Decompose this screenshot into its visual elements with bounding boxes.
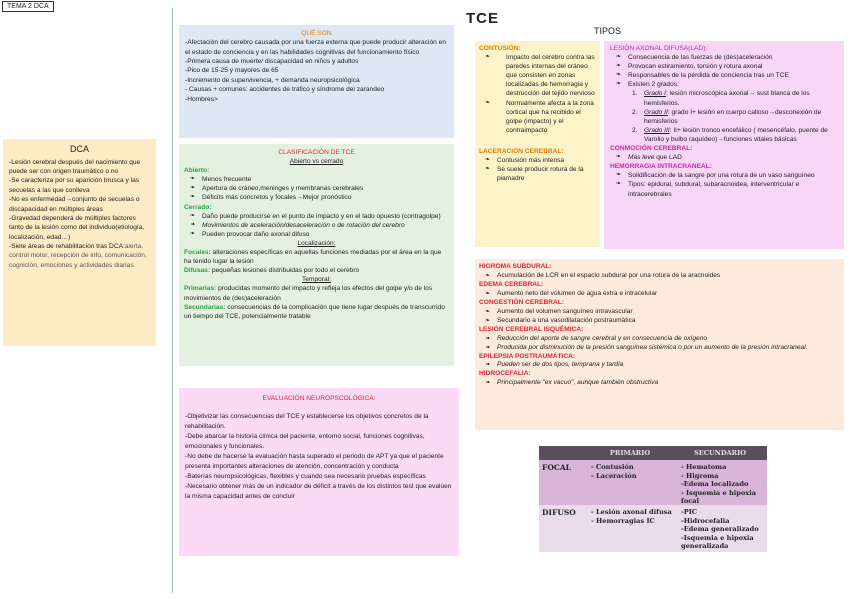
queson-line: -Hombres> xyxy=(185,95,218,103)
bullet-item: ❧ Contusión más intensa xyxy=(479,156,596,165)
table-header-row xyxy=(539,446,767,460)
topic-tag: TEMA 2 DCA xyxy=(2,1,54,12)
conmocion-title: CONMOCIÓN CEREBRAL: xyxy=(610,145,693,153)
dca-line: -Gravedad dependerá de múltiples factores tanto de la lesión como del individuo(etiología, localización, edad…) xyxy=(9,214,145,241)
bullet-item: ❧ Existen 2 grados: xyxy=(610,80,838,89)
hemorragia-title: HEMORRAGIA INTRACRANEAL: xyxy=(610,163,712,171)
dca-areas: alerta, control motor, recepción de info, comunicación, cognición, emociones y actividades diarias xyxy=(9,243,147,269)
section-title: LESIÓN CEREBRAL ISQUÉMICA: xyxy=(479,325,584,333)
focales-line: Focales: alteraciones específicas en aquellas funciones mediadas por el área en la que ha tenido lugar la lesión xyxy=(184,249,442,266)
bullet-item: ❧ Se suele producir rotura de la piamadre xyxy=(479,165,596,183)
eval-title: EVALUACIÓN NEUROPSCOLÓGICA: xyxy=(262,395,376,402)
bullet-item: ❧ Secundario a una vasodilatación postraumática xyxy=(479,317,840,326)
bullet-item: ❧ Pueden provocar daño axonal difuso xyxy=(184,230,449,239)
section-title: EDEMA CEREBRAL: xyxy=(479,280,544,288)
difusas-line: Difusas: pequeñas lesiones distribuidas por todo el cerebro xyxy=(184,267,360,275)
lad-title: LESIÓN AXONAL DIFUSA(LAD): xyxy=(610,45,708,52)
table-row: DIFUSO - Lesión axonal difusa - Hemorragias IC -PIC -Hidrocefalia -Edema generalizado -Isquemia e hipoxia generalizada xyxy=(539,505,767,552)
queson-line: -Primera causa de muerte/ discapacidad en niños y adultos xyxy=(185,58,359,66)
tce-title: TCE xyxy=(466,10,499,27)
bullet-item: ❧ Producida por disminución de la presión sanguínea sistémica o por un aumento de la presión intracraneal. xyxy=(479,344,840,353)
tipos-title: TIPOS xyxy=(594,26,622,36)
bullet-item: ❧ Movimientos de aceleración/desaceleración o de rotación del cerebro xyxy=(184,221,449,230)
temporal-label: Temporal: xyxy=(302,276,331,284)
bullet-item: ❧ Tipos: epidural, subdural, subaracnoidea, interventricular e intracerebrales xyxy=(610,180,838,198)
clasif-subtitle: Abierto vs cerrado xyxy=(289,158,344,166)
bullet-item: ❧ Aumento del volumen sanguíneo intravascular xyxy=(479,308,840,317)
bullet-item: ❧ Consecuencia de las fuerzas de (des)aceleración xyxy=(610,53,838,62)
bullet-item: ❧ Impacto del cerebro contra las paredes internas del cráneo que consisten en zonas localizadas de hemorragia y destrucción del tejido nervioso xyxy=(479,53,596,98)
bullet-item: ❧ Reducción del aporte de sangre cerebral y en consecuencia de oxígeno xyxy=(479,335,840,344)
abierto-label: Abierto: xyxy=(184,167,210,175)
queson-line: -Incremento de supervivencia, + demanda neuropsicológica xyxy=(185,76,360,84)
clasificacion-box xyxy=(179,144,454,366)
section-title: EPILEPSIA POSTRAUMÁTICA: xyxy=(479,352,576,360)
bullet-item: ❧ Menos frecuente xyxy=(184,175,449,184)
bullet-item: ❧ Solidificación de la sangre por una rotura de un vaso sanguíneo xyxy=(610,171,838,180)
clasif-title: CLASIFICACIÓN DE TCE xyxy=(278,149,355,156)
lad-box xyxy=(604,41,844,249)
localizacion-label: Localización: xyxy=(297,239,336,247)
bullet-item: ❧ Principalmente "ex vacuo", aunque también obstructiva xyxy=(479,379,840,388)
bullet-item: ❧ Aumento neto del volumen de agua extra e intracelular xyxy=(479,290,840,299)
contusion-box xyxy=(475,41,600,247)
section-title: HIGROMA SUBDURAL: xyxy=(479,263,552,270)
queson-line: -Afectación del cerebro causada por una fuerza externa que puede producir alteración en el estado de conciencia y en las habilidades cognitivas del funcionamiento físico xyxy=(185,39,446,56)
grade-item: 1. Grado I: lesión microscópica axonal→ sust blanca de los hemisferios. xyxy=(632,90,810,107)
dca-line: -Siete áreas de rehabilitación tras DCA:alerta, control motor, recepción de info, comunicación, cognición, emociones y actividades diarias xyxy=(9,243,147,269)
table-row: FOCAL - Contusión - Laceración - Hematoma - Higroma -Edema localizado - Isquemia e hipoxia focal xyxy=(539,460,767,505)
col-primario: PRIMARIO xyxy=(609,449,651,457)
secundarias-line: Secundarias: consecuencias de la complicación que tiene lugar después de transcurrido un tiempo del TCE, potencialmente tratable xyxy=(184,303,445,320)
secundarias-box xyxy=(475,259,844,430)
eval-line: -Objetivizar las consecuencias del TCE y establecerse los objetivos concretos de la rehabilitación. xyxy=(185,413,429,431)
bullet-item: ❧ Déficits más concretos y focales→Mejor pronóstico xyxy=(184,193,449,202)
contusion-title: CONTUSIÓN: xyxy=(479,45,521,52)
eval-line: -No debe de hacerse la evaluación hasta superado el periodo de APT ya que el paciente presenta importantes alteraciones de atención, concentración y conducta xyxy=(185,453,444,471)
divider-line xyxy=(172,8,173,593)
primarias-line: Primarias: producidas momento del impacto y refleja los efectos del golpe y/o de los movimientos de (des)aceleración xyxy=(184,285,433,302)
eval-line: -Debe abarcar la historia clínica del paciente, entorno social, funciones cognitivas, emocionales y funcionales. xyxy=(185,433,425,451)
summary-table xyxy=(539,446,767,552)
evaluacion-box xyxy=(179,388,459,556)
grade-item: 2. Grado II: grado I+ lesión en cuerpo calloso→desconexión de hemisferios xyxy=(632,108,822,125)
col-secundario: SECUNDARIO xyxy=(694,449,746,457)
queson-title: QUÉ SON xyxy=(301,30,332,37)
dca-line: -Se caracteriza por su aparición brusca y las secuelas a las que conlleva xyxy=(9,177,140,194)
bullet-item: ❧ Acumulación de LCR en el espacio subdural por una rotura de la aracnoides xyxy=(479,272,840,281)
section-title: CONGESTIÓN CEREBRAL: xyxy=(479,298,564,306)
bullet-item: ❧ Responsables de la pérdida de conciencia tras un TCE xyxy=(610,71,838,80)
bullet-item: ❧ Apertura de cráneo,meninges y membranas cerebrales xyxy=(184,184,449,193)
queson-line: - Causas + comunes: accidentes de tráfico y síndrome del zarandeo xyxy=(185,86,385,94)
bullet-item: ❧ Provocan estiramiento, torsión y rotura axonal xyxy=(610,62,838,71)
bullet-item: ❧ Daño puede producirse en el punto de impacto y en el lado opuesto (contragolpe) xyxy=(184,212,449,221)
dca-title: DCA xyxy=(69,144,89,154)
dca-line: -No es enfermedad→conjunto de secuelas o discapacidad en múltiples áreas xyxy=(9,196,140,213)
grade-item: 2. Grado III: II+ lesión tronco encefálico ( mesencéfalo, puente de Varolio y bulbo raquídeo)→funciones vitales básicas xyxy=(632,126,828,143)
bullet-item: ❧ Normalmente afecta a la zona cortical que ha recibido el golpe (impacto) y el contraimpacto xyxy=(479,99,596,135)
bullet-item: ❧ Más leve que LAD xyxy=(610,153,838,162)
section-title: HIDROCEFALIA: xyxy=(479,370,531,378)
queson-box xyxy=(179,25,454,138)
eval-line: -Necesario obtener más de un indicador de déficit a través de los distintos test que evalúen la misma capacidad antes de concluir xyxy=(185,483,452,501)
cerrado-label: Cerrado: xyxy=(184,203,212,211)
dca-line: -Lesión cerebral después del nacimiento que puede ser con origen traumático o no xyxy=(9,158,141,176)
eval-line: -Baterías neuropsicológicas, flexibles y cuando sea necesario pruebas específicas xyxy=(185,473,426,481)
dca-box xyxy=(3,139,156,346)
queson-line: -Pico de 15-25 y mayores de 65 xyxy=(185,67,279,75)
bullet-item: ❧ Pueden ser de dos tipos, temprana y tardía xyxy=(479,361,840,370)
laceracion-title: LACERACIÓN CEREBRAL: xyxy=(479,147,564,155)
